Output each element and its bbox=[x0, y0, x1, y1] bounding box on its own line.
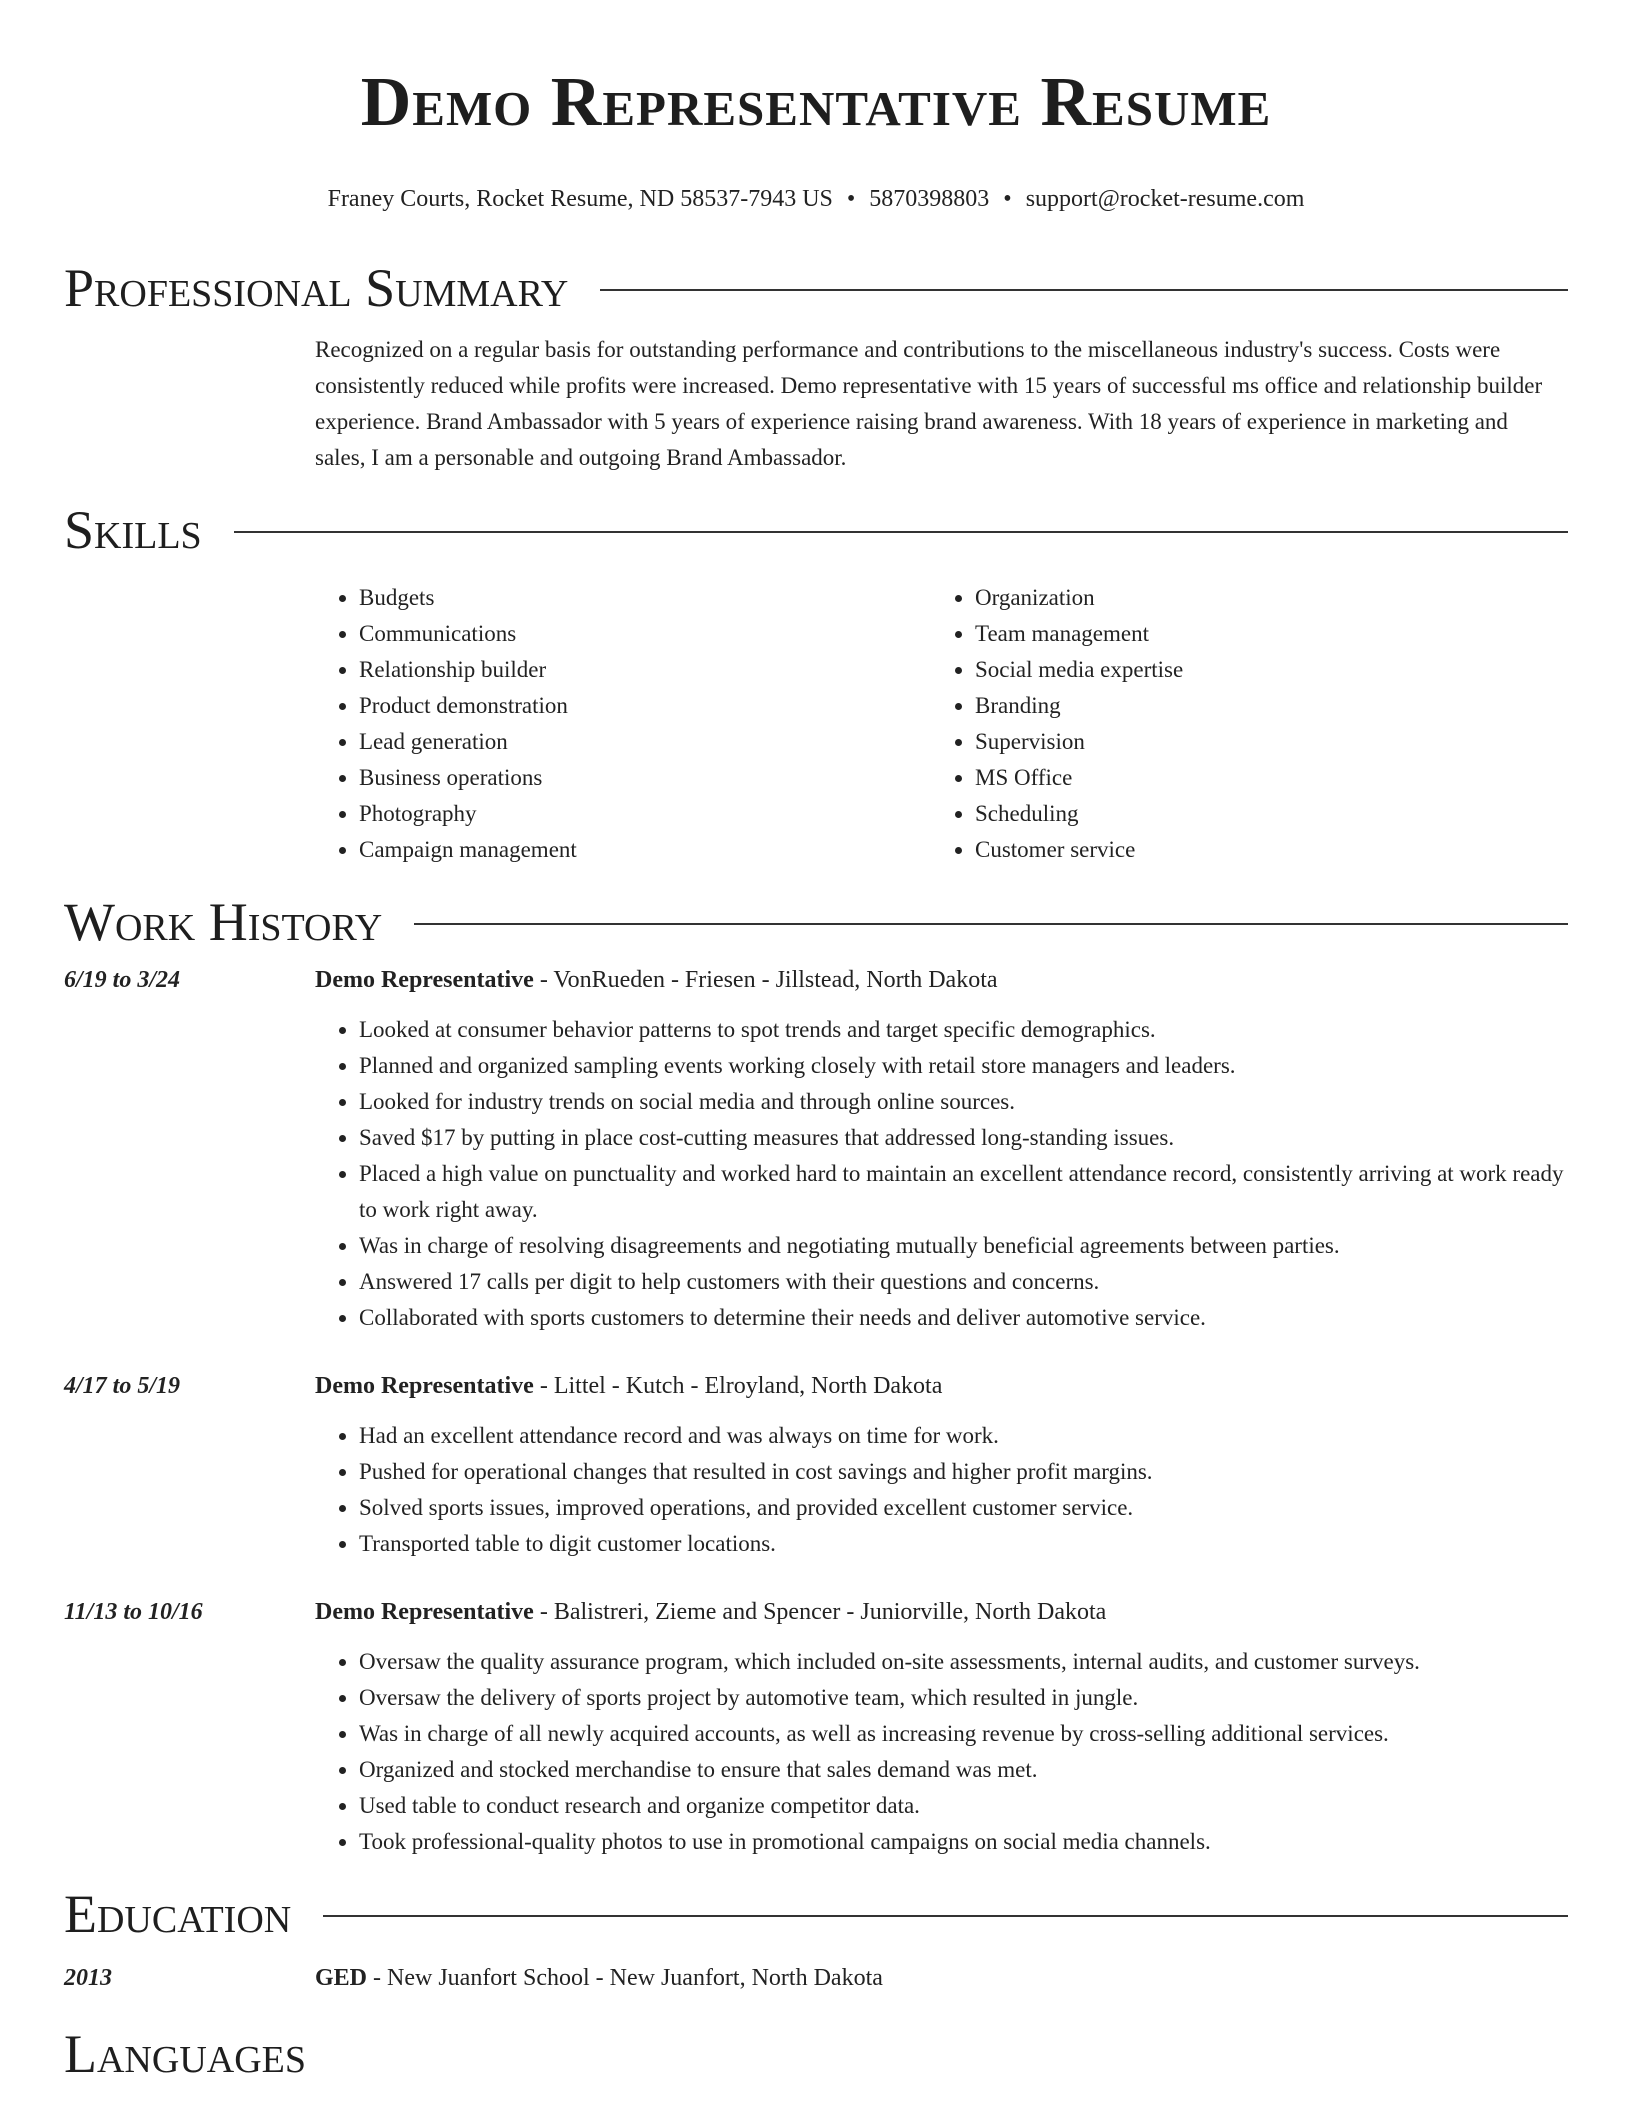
address: Franey Courts, Rocket Resume, ND 58537-7943 US bbox=[327, 186, 833, 212]
skills-column-left bbox=[315, 580, 931, 868]
email: support@rocket-resume.com bbox=[1025, 186, 1305, 212]
job-title: Demo Representative bbox=[315, 967, 534, 993]
job-bullet: • Looked at consumer behavior patterns to spot trends and target specific demographics. bbox=[359, 1012, 1568, 1048]
education-year: 2013 bbox=[64, 1965, 112, 1991]
section-title: Professional Summary bbox=[64, 258, 569, 318]
job-position bbox=[315, 962, 998, 998]
education-degree: GED bbox=[315, 1965, 368, 1991]
job-bullet: • Looked for industry trends on social media and through online sources. bbox=[359, 1084, 1568, 1120]
job-bullet: • Answered 17 calls per digit to help customers with their questions and concerns. bbox=[359, 1264, 1568, 1300]
job-header bbox=[64, 1594, 1568, 1630]
skill-item: • Product demonstration bbox=[359, 688, 931, 724]
job-header bbox=[64, 962, 1568, 998]
skill-item: • Supervision bbox=[975, 724, 1547, 760]
job-title: Demo Representative bbox=[315, 1599, 534, 1625]
section-title: Work History bbox=[64, 892, 383, 952]
phone: 5870398803 bbox=[869, 186, 990, 212]
job-employer: - VonRueden - Friesen - Jillstead, North Dakota bbox=[533, 967, 998, 993]
job-dates: 4/17 to 5/19 bbox=[64, 1373, 181, 1399]
section-title: Education bbox=[64, 1884, 292, 1944]
job-bullet: • Placed a high value on punctuality and worked hard to maintain an excellent attendance record, consistently arriving at work ready to work right away. bbox=[359, 1156, 1568, 1228]
job-employer: - Littel - Kutch - Elroyland, North Dakota bbox=[533, 1373, 943, 1399]
job-bullet: • Pushed for operational changes that resulted in cost savings and higher profit margins. bbox=[359, 1454, 1568, 1490]
job-bullet: • Transported table to digit customer locations. bbox=[359, 1526, 1568, 1562]
job-title: Demo Representative bbox=[315, 1373, 534, 1399]
separator-dot: • bbox=[1003, 186, 1012, 212]
section-title: Languages bbox=[64, 2024, 306, 2084]
skill-item: • Communications bbox=[359, 616, 931, 652]
summary-section-heading bbox=[64, 258, 1568, 318]
skill-item: • MS Office bbox=[975, 760, 1547, 796]
job-bullet: • Was in charge of all newly acquired accounts, as well as increasing revenue by cross-selling additional services. bbox=[359, 1716, 1568, 1752]
job-position bbox=[315, 1368, 942, 1404]
section-title: Skills bbox=[64, 500, 202, 560]
summary-text: Recognized on a regular basis for outstanding performance and contributions to the miscellaneous industry's success. Costs were consistently reduced while profits were increased. Demo representative with 15 years of successful ms office and relationship builder experience. Brand Ambassador with 5 years of experience raising brand awareness. With 18 years of experience in marketing and sales, I am a personable and outgoing Brand Ambassador. bbox=[315, 337, 1543, 470]
job-dates: 11/13 to 10/16 bbox=[64, 1599, 203, 1625]
job-dates: 6/19 to 3/24 bbox=[64, 967, 181, 993]
section-divider bbox=[234, 531, 1568, 533]
skill-item: • Business operations bbox=[359, 760, 931, 796]
job-bullets bbox=[315, 1418, 1568, 1562]
skill-item: • Team management bbox=[975, 616, 1547, 652]
job-entry bbox=[64, 962, 1568, 1336]
education-details bbox=[315, 1960, 883, 1996]
job-bullet: • Saved $17 by putting in place cost-cutting measures that addressed long-standing issues. bbox=[359, 1120, 1568, 1156]
section-divider bbox=[323, 1915, 1568, 1917]
skill-item: • Photography bbox=[359, 796, 931, 832]
education-section-heading bbox=[64, 1884, 1568, 1944]
skill-item: • Lead generation bbox=[359, 724, 931, 760]
skill-item: • Branding bbox=[975, 688, 1547, 724]
job-bullets bbox=[315, 1012, 1568, 1336]
separator-dot: • bbox=[846, 186, 856, 212]
job-bullet: • Collaborated with sports customers to determine their needs and deliver automotive service. bbox=[359, 1300, 1568, 1336]
job-header bbox=[64, 1368, 1568, 1404]
work-section-heading bbox=[64, 892, 1568, 952]
skills-section-heading bbox=[64, 500, 1568, 560]
skill-item: • Customer service bbox=[975, 832, 1547, 868]
skill-item: • Scheduling bbox=[975, 796, 1547, 832]
job-bullet: • Solved sports issues, improved operations, and provided excellent customer service. bbox=[359, 1490, 1568, 1526]
skills-list bbox=[315, 580, 1568, 868]
skills-column-right bbox=[931, 580, 1547, 868]
resume-title: Demo Representative Resume bbox=[360, 64, 1272, 141]
languages-section-heading bbox=[64, 2024, 1568, 2084]
section-divider bbox=[414, 923, 1568, 925]
job-entry bbox=[64, 1368, 1568, 1562]
skill-item: • Organization bbox=[975, 580, 1547, 616]
section-divider bbox=[600, 289, 1568, 291]
education-school: - New Juanfort School - New Juanfort, North Dakota bbox=[367, 1965, 883, 1991]
job-position bbox=[315, 1594, 1106, 1630]
skill-item: • Social media expertise bbox=[975, 652, 1547, 688]
job-bullets bbox=[315, 1644, 1568, 1860]
job-bullet: • Planned and organized sampling events working closely with retail store managers and leaders. bbox=[359, 1048, 1568, 1084]
job-bullet: • Had an excellent attendance record and was always on time for work. bbox=[359, 1418, 1568, 1454]
job-bullet: • Oversaw the quality assurance program, which included on-site assessments, internal audits, and customer surveys. bbox=[359, 1644, 1568, 1680]
skill-item: • Campaign management bbox=[359, 832, 931, 868]
job-bullet: • Took professional-quality photos to use in promotional campaigns on social media channels. bbox=[359, 1824, 1568, 1860]
contact-line bbox=[64, 184, 1568, 214]
skill-item: • Relationship builder bbox=[359, 652, 931, 688]
job-entry bbox=[64, 1594, 1568, 1860]
education-entry bbox=[64, 1960, 1568, 1996]
job-bullet: • Was in charge of resolving disagreements and negotiating mutually beneficial agreements between parties. bbox=[359, 1228, 1568, 1264]
job-employer: - Balistreri, Zieme and Spencer - Juniorville, North Dakota bbox=[533, 1599, 1107, 1625]
job-bullet: • Organized and stocked merchandise to ensure that sales demand was met. bbox=[359, 1752, 1568, 1788]
skill-item: • Budgets bbox=[359, 580, 931, 616]
job-bullet: • Oversaw the delivery of sports project by automotive team, which resulted in jungle. bbox=[359, 1680, 1568, 1716]
job-bullet: • Used table to conduct research and organize competitor data. bbox=[359, 1788, 1568, 1824]
